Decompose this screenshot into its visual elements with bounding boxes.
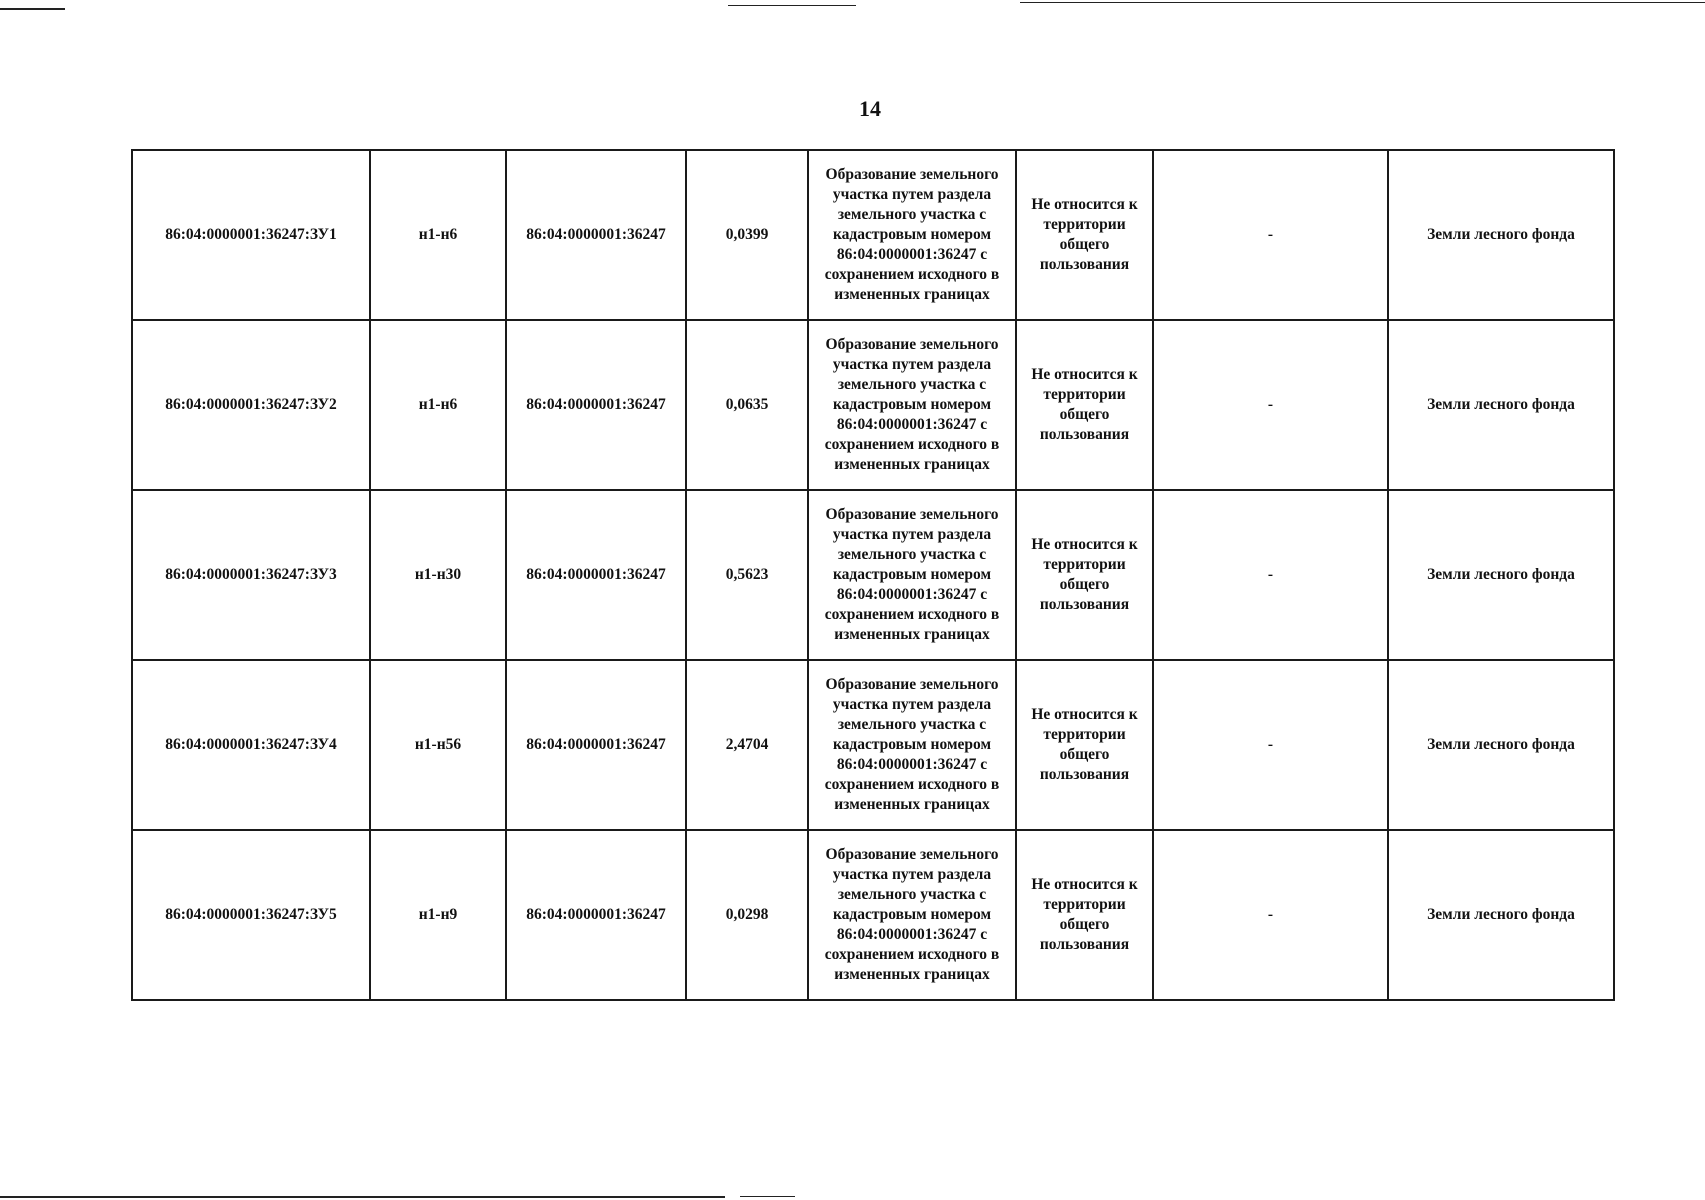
points-cell: н1-н56 bbox=[370, 660, 506, 830]
table-row bbox=[132, 320, 1614, 490]
source-number-cell: 86:04:0000001:36247 bbox=[506, 490, 686, 660]
points-cell: н1-н9 bbox=[370, 830, 506, 1000]
purpose-cell: Образование земельного участка путем раздела земельного участка с кадастровым номером 86:04:0000001:36247 с сохранением исходного в измененных границах bbox=[808, 320, 1016, 490]
source-number-cell: 86:04:0000001:36247 bbox=[506, 320, 686, 490]
source-number-cell: 86:04:0000001:36247 bbox=[506, 150, 686, 320]
territory-cell: Не относится к территории общего пользования bbox=[1016, 150, 1153, 320]
cadastral-id-cell: 86:04:0000001:36247:ЗУ3 bbox=[132, 490, 370, 660]
category-cell: Земли лесного фонда bbox=[1388, 150, 1614, 320]
note-cell: - bbox=[1153, 830, 1388, 1000]
points-cell: н1-н6 bbox=[370, 320, 506, 490]
category-cell: Земли лесного фонда bbox=[1388, 830, 1614, 1000]
note-cell: - bbox=[1153, 150, 1388, 320]
territory-cell: Не относится к территории общего пользования bbox=[1016, 660, 1153, 830]
scan-edge-line-bottom-left bbox=[0, 1196, 725, 1198]
area-cell: 0,0399 bbox=[686, 150, 808, 320]
purpose-cell: Образование земельного участка путем раздела земельного участка с кадастровым номером 86:04:0000001:36247 с сохранением исходного в измененных границах bbox=[808, 150, 1016, 320]
note-cell: - bbox=[1153, 320, 1388, 490]
scan-edge-line-top-middle bbox=[728, 5, 856, 6]
purpose-cell: Образование земельного участка путем раздела земельного участка с кадастровым номером 86:04:0000001:36247 с сохранением исходного в измененных границах bbox=[808, 660, 1016, 830]
area-cell: 0,0635 bbox=[686, 320, 808, 490]
scan-edge-line-top-right bbox=[1020, 2, 1705, 3]
area-cell: 0,0298 bbox=[686, 830, 808, 1000]
land-plot-table bbox=[131, 149, 1615, 1001]
cadastral-id-cell: 86:04:0000001:36247:ЗУ2 bbox=[132, 320, 370, 490]
points-cell: н1-н6 bbox=[370, 150, 506, 320]
territory-cell: Не относится к территории общего пользования bbox=[1016, 320, 1153, 490]
cadastral-id-cell: 86:04:0000001:36247:ЗУ1 bbox=[132, 150, 370, 320]
table-row bbox=[132, 830, 1614, 1000]
source-number-cell: 86:04:0000001:36247 bbox=[506, 660, 686, 830]
category-cell: Земли лесного фонда bbox=[1388, 320, 1614, 490]
scan-edge-line-top-left bbox=[0, 8, 65, 10]
table-row bbox=[132, 490, 1614, 660]
note-cell: - bbox=[1153, 660, 1388, 830]
purpose-cell: Образование земельного участка путем раздела земельного участка с кадастровым номером 86:04:0000001:36247 с сохранением исходного в измененных границах bbox=[808, 830, 1016, 1000]
category-cell: Земли лесного фонда bbox=[1388, 490, 1614, 660]
table-row bbox=[132, 150, 1614, 320]
cadastral-id-cell: 86:04:0000001:36247:ЗУ5 bbox=[132, 830, 370, 1000]
points-cell: н1-н30 bbox=[370, 490, 506, 660]
area-cell: 0,5623 bbox=[686, 490, 808, 660]
territory-cell: Не относится к территории общего пользования bbox=[1016, 490, 1153, 660]
area-cell: 2,4704 bbox=[686, 660, 808, 830]
purpose-cell: Образование земельного участка путем раздела земельного участка с кадастровым номером 86:04:0000001:36247 с сохранением исходного в измененных границах bbox=[808, 490, 1016, 660]
table-row bbox=[132, 660, 1614, 830]
category-cell: Земли лесного фонда bbox=[1388, 660, 1614, 830]
scan-edge-line-bottom-right bbox=[740, 1196, 795, 1197]
territory-cell: Не относится к территории общего пользования bbox=[1016, 830, 1153, 1000]
source-number-cell: 86:04:0000001:36247 bbox=[506, 830, 686, 1000]
cadastral-id-cell: 86:04:0000001:36247:ЗУ4 bbox=[132, 660, 370, 830]
note-cell: - bbox=[1153, 490, 1388, 660]
page-number: 14 bbox=[859, 96, 881, 121]
